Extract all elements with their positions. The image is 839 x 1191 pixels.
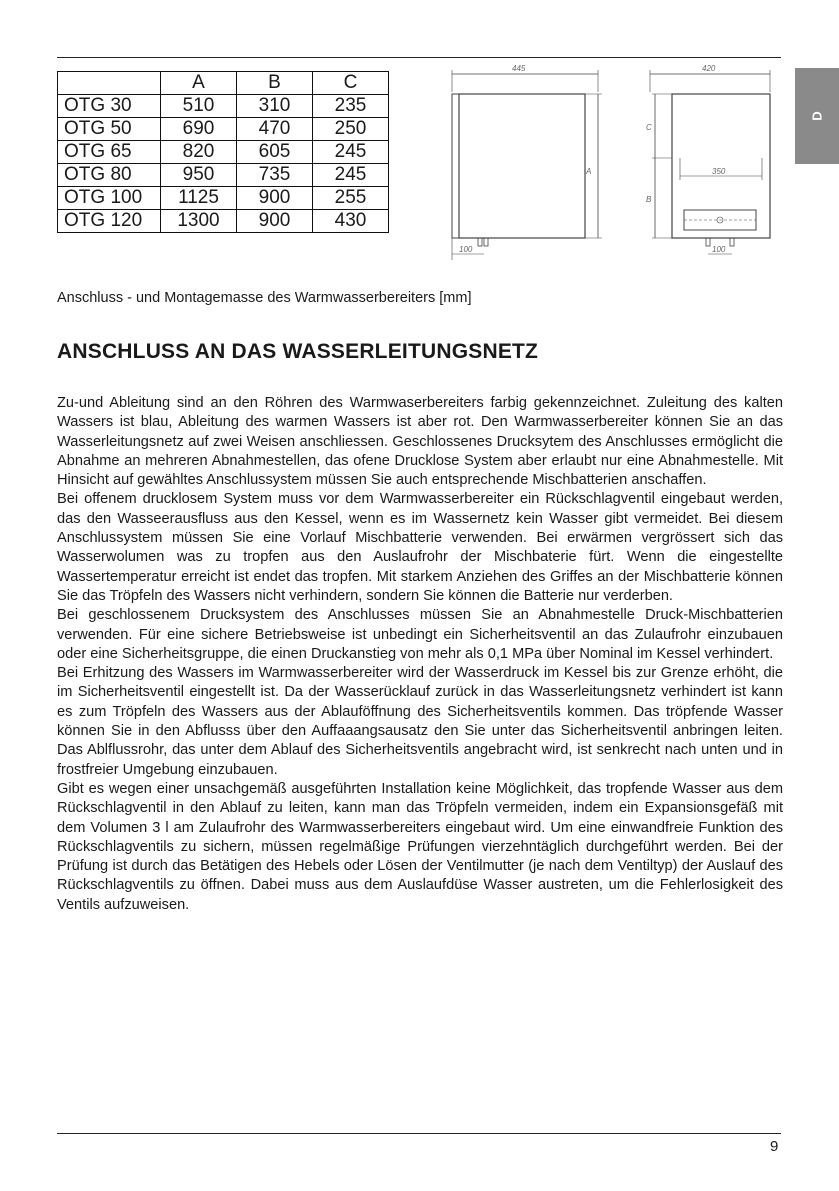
paragraph: Bei geschlossenem Drucksystem des Anschlusses müssen Sie an Abnahmestelle Druck-Mischbatterien verwenden. Für eine sichere Betriebsweise ist unbedingt ein Sicherheitsventil an das Zulaufrohr einzubauen oder eine Sicherheitsgruppe, die einen Druckanstieg von mehr als 0,1 MPa über Nominal im Kessel verhindert. [57, 607, 783, 662]
table-row [58, 164, 389, 187]
value-cell: 950 [161, 164, 237, 187]
table-header-cell [58, 72, 161, 95]
section-heading: ANSCHLUSS AN DAS WASSERLEITUNGSNETZ [57, 340, 539, 363]
value-cell: 310 [237, 95, 313, 118]
bracket-width-label: 350 [712, 167, 726, 176]
side-width-label: 420 [702, 64, 716, 73]
front-width-label: 445 [512, 64, 526, 73]
table-header-row [58, 72, 389, 95]
body-text [57, 394, 783, 915]
model-cell: OTG 100 [58, 187, 161, 210]
dimensions-table [57, 71, 389, 233]
value-cell: 735 [237, 164, 313, 187]
model-cell: OTG 65 [58, 141, 161, 164]
value-cell: 245 [313, 141, 389, 164]
table-header-cell: A [161, 72, 237, 95]
value-cell: 235 [313, 95, 389, 118]
page-number: 9 [770, 1138, 779, 1155]
table-row [58, 95, 389, 118]
side-bottom-label: 100 [712, 245, 726, 254]
value-cell: 900 [237, 210, 313, 233]
paragraph: Gibt es wegen einer unsachgemäß ausgeführten Installation keine Möglichkeit, das tropfende Wasser aus dem Rückschlagventil in den Ablauf zu leiten, kann man das Tröpfeln vermeiden, indem ein Expansionsgefäß mit dem Volumen 3 l am Zulaufrohr des Warmwasserbereiters eingebaut wird. Um eine einwandfreie Funktion des Rückschlagventils zu sichern, müssen regelmäßige Prüfungen vierzehntäglich durchgeführt werden. Bei der Prüfung ist durch das Betätigen des Hebels oder Lösen der Ventilmutter (je nach dem Ventiltyp) der Auslauf des Rückschlagventils zu öffnen. Dabei muss aus dem Auslaufdüse Wasser austreten, um die Fehlerlosigkeit des Ventils aufzuweisen. [57, 780, 783, 913]
value-cell: 510 [161, 95, 237, 118]
value-cell: 470 [237, 118, 313, 141]
model-cell: OTG 30 [58, 95, 161, 118]
value-cell: 690 [161, 118, 237, 141]
value-cell: 255 [313, 187, 389, 210]
paragraph: Zu-und Ableitung sind an den Röhren des Warmwaserbereiters farbig gekennzeichnet. Zuleitung des kalten Wassers ist blau, Ableitung des warmen Wassers ist aber rot. Den Warmwasserbereiter können Sie an das Wasserleitungsnetz auf zwei Weisen anschliessen. Geschlossenes Drucksytem des Anschlusses ermöglicht die Abnahme an mehreren Abnahmestellen, das ofene Drucklose System aber erlaubt nur eine Abnahmestelle. Mit Hinsicht auf gewähltes Anschlussystem müssen Sie auch entsprechende Mischbatterien anschaffen. [57, 395, 783, 489]
value-cell: 900 [237, 187, 313, 210]
side-view [646, 64, 770, 254]
language-tab-label: D [809, 111, 825, 121]
dim-c-label: C [646, 123, 652, 132]
table-row [58, 141, 389, 164]
paragraph: Bei Erhitzung des Wassers im Warmwasserbereiter wird der Wasserdruck im Kessel bis zur Grenze erhöht, die im Sicherheitsventil eingestellt ist. Da der Wasserücklauf zurück in das Wasserleitungsnetz verhindert ist kann es zum Tröpfeln des Wassers aus der Ablauföffnung des Sicherheitsventils kommen. Das tröpfende Wasser können Sie in den Abflusss über den Auffaaangsausatz den Sie unter das Sicherheitsventil anbringen leiten. Das Ablflussrohr, das unter dem Ablauf des Sicherheitsventils angebracht wird, ist senkrecht nach unten und in frostfreier Umgebung einzubauen. [57, 665, 783, 778]
language-tab [795, 68, 839, 164]
table-header-cell: C [313, 72, 389, 95]
front-view [452, 64, 602, 260]
height-a-label: A [586, 167, 592, 176]
value-cell: 430 [313, 210, 389, 233]
table-row [58, 187, 389, 210]
value-cell: 820 [161, 141, 237, 164]
model-cell: OTG 120 [58, 210, 161, 233]
value-cell: 1125 [161, 187, 237, 210]
paragraph: Bei offenem drucklosem System muss vor dem Warmwasserbereiter ein Rückschlagventil eingebaut werden, das den Wasseerausfluss aus den Kessel, wenn es im Wassernetz kein Wasser gibt vermeidet. Bei diesem Anschlussystem müssen Sie eine Vorlauf Mischbatterie verwenden. Bei erwärmen vergrössert sich das Wasserwolumen was zu tropfen aus den Auslaufrohr der Mischbaterie fürt. Wenn die eingestellte Wassertemperatur erreicht ist endet das tropfen. Mit starkem Anziehen des Griffes an der Mischbatterie können Sie das Tröpfeln des Wassers nicht verhindern, sondern Sie können die Batterie nur verderben. [57, 491, 783, 604]
value-cell: 1300 [161, 210, 237, 233]
table-row [58, 118, 389, 141]
value-cell: 605 [237, 141, 313, 164]
model-cell: OTG 50 [58, 118, 161, 141]
value-cell: 250 [313, 118, 389, 141]
table-row [58, 210, 389, 233]
value-cell: 245 [313, 164, 389, 187]
dim-b-label: B [646, 195, 652, 204]
front-bottom-label: 100 [459, 245, 473, 254]
model-cell: OTG 80 [58, 164, 161, 187]
figure-caption: Anschluss - und Montagemasse des Warmwasserbereiters [mm] [57, 290, 472, 306]
mounting-drawing [440, 62, 780, 262]
bottom-rule [57, 1133, 781, 1134]
top-rule [57, 57, 781, 58]
table-header-cell: B [237, 72, 313, 95]
